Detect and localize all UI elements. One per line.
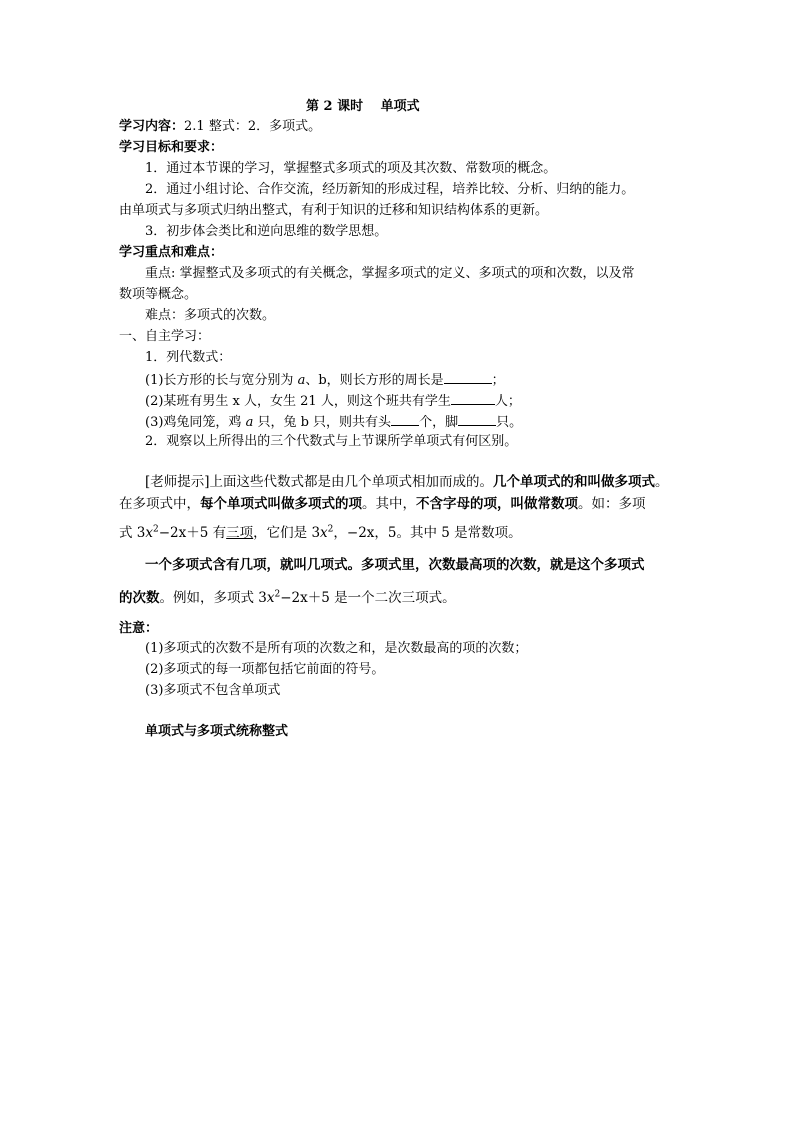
degree-line-2: [119, 588, 456, 608]
notes-heading: 注意：: [119, 621, 159, 636]
lesson-title: 第 2 课时 单项式: [306, 99, 420, 114]
polynomial-expression: $3x^2-2x+5$: [258, 589, 330, 606]
goal-item: 3．初步体会类比和逆向思维的数学思想。: [145, 224, 388, 239]
self-study-sub2: 2．观察以上所得出的三个代数式与上节课所学单项式有何区别。: [145, 434, 518, 449]
q3-text: 个，脚: [419, 415, 459, 430]
tip-text: ，−2x，5。其中 5 是常数项。: [333, 525, 522, 541]
self-study-heading: 一、自主学习：: [119, 329, 211, 344]
term-expression: $3x^2$: [311, 524, 334, 541]
polynomial-expression: $3x^2-2x+5$: [136, 524, 209, 541]
keypoint-line: 重点: 掌握整式及多项式的有关概念，掌握多项式的定义、多项式的项和次数，以及常: [145, 266, 635, 281]
q2-text: (2)某班有男生 x 人，女生 21 人，则这个班共有学生: [145, 394, 451, 409]
answer-blank[interactable]: [444, 370, 492, 384]
q3-text: (3)鸡兔同笼，鸡: [145, 415, 246, 430]
q1-text: (1)长方形的长与宽分别为: [145, 373, 298, 388]
tip-text: 。: [655, 474, 669, 490]
tip-text: 。其中，: [362, 496, 416, 512]
note-item: (1)多项式的次数不是所有项的次数之和，是次数最高的项的次数；: [145, 641, 528, 656]
expr-tail: −2x＋5: [280, 590, 330, 606]
tip-bold-text: 几个单项式的和叫做多项式: [493, 474, 656, 490]
tip-text: 在多项式中，: [119, 496, 200, 512]
tip-text: 式: [119, 525, 137, 541]
tip-bold-text: 每个单项式叫做多项式的项: [200, 496, 362, 512]
content-label: 学习内容：: [119, 119, 185, 134]
goal-item: 2．通过小组讨论、合作交流，经历新知的形成过程，培养比较、分析、归纳的能力。: [145, 182, 635, 197]
q3-text: 只。: [496, 415, 523, 430]
tip-bold-text: 不含字母的项，叫做常数项: [416, 496, 578, 512]
underlined-term-count: 三项: [226, 525, 254, 541]
answer-blank[interactable]: [458, 412, 496, 426]
answer-blank[interactable]: [391, 412, 419, 426]
summary-line: 单项式与多项式统称整式: [145, 724, 289, 739]
keypoint-line: 难点：多项式的次数。: [145, 308, 276, 323]
tip-text: 有: [208, 525, 227, 541]
goal-item: 由单项式与多项式归纳出整式，有利于知识的迁移和知识结构体系的更新。: [119, 203, 549, 218]
tip-line-1: [145, 472, 669, 492]
q1-var: a: [297, 373, 306, 388]
q3-text: 只，兔 b 只，则共有头: [253, 415, 392, 430]
tip-text: ，它们是: [253, 525, 312, 541]
goal-item: 1．通过本节课的学习，掌握整式多项式的项及其次数、常数项的概念。: [145, 161, 557, 176]
keypoints-heading: 学习重点和难点：: [119, 245, 224, 260]
degree-text: 是一个二次三项式。: [329, 590, 456, 606]
q1-text: 、b，则长方形的周长是: [305, 373, 444, 388]
question-1: [145, 370, 505, 390]
question-2: [145, 391, 521, 411]
tip-line-2: [119, 494, 646, 514]
answer-blank[interactable]: [451, 391, 495, 405]
note-item: (2)多项式的每一项都包括它前面的符号。: [145, 662, 385, 677]
degree-text: 。例如，多项式: [159, 590, 259, 606]
expr-tail: −2x＋5: [158, 525, 209, 541]
content-value: 2.1 整式：2．多项式。: [184, 119, 322, 134]
tip-text: 。如：多项: [578, 496, 646, 512]
tip-text: [老师提示]上面这些代数式都是由几个单项式相加而成的。: [145, 474, 494, 490]
degree-line-1: 一个多项式含有几项，就叫几项式。多项式里，次数最高项的次数，就是这个多项式: [145, 557, 645, 573]
q3-var: a: [245, 415, 254, 430]
note-item: (3)多项式不包含单项式: [145, 683, 281, 698]
question-3: [145, 412, 522, 432]
content-line: [119, 118, 321, 136]
degree-bold-text: 的次数: [119, 590, 160, 606]
keypoint-line: 数项等概念。: [119, 287, 198, 302]
q1-text: ；: [491, 373, 505, 388]
tip-line-3: [119, 523, 522, 543]
self-study-sub1: 1．列代数式：: [145, 350, 232, 365]
goals-heading: 学习目标和要求：: [119, 140, 224, 155]
q2-text: 人；: [494, 394, 521, 409]
